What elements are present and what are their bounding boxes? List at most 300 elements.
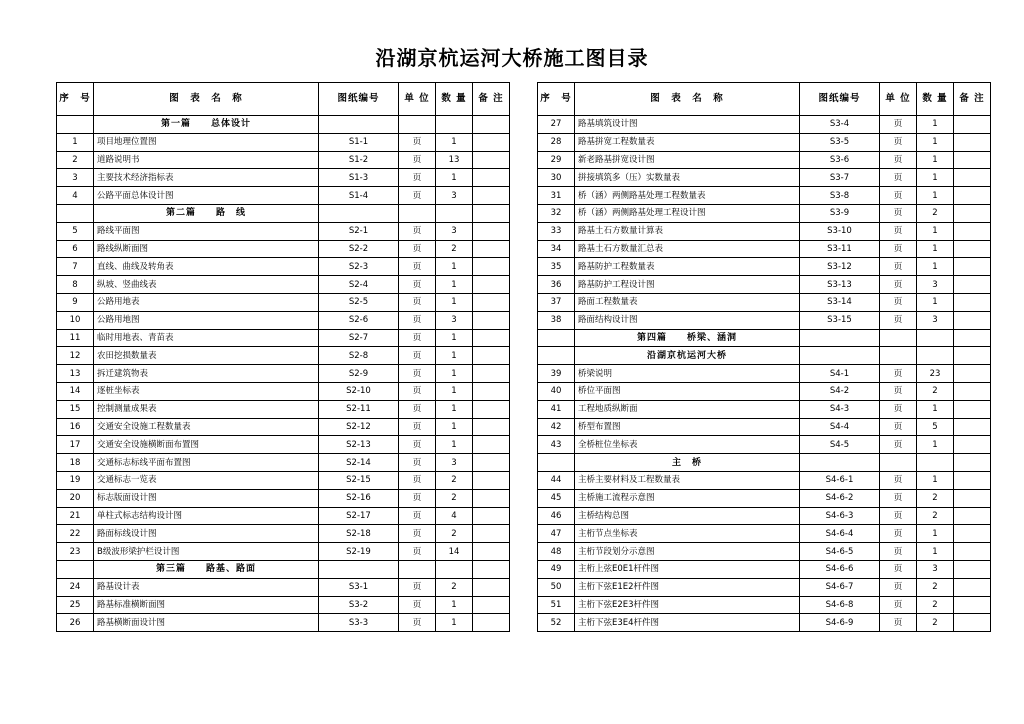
cell-note (954, 133, 991, 151)
header-code: 图纸编号 (800, 83, 880, 116)
cell-code: S2-18 (319, 525, 399, 543)
cell-code: S3-8 (800, 187, 880, 205)
table-row (57, 454, 510, 472)
cell-seq: 45 (538, 489, 575, 507)
cell-unit: 页 (880, 560, 917, 578)
cell-unit: 页 (399, 489, 436, 507)
cell-seq: 51 (538, 596, 575, 614)
section-note-cell (954, 347, 991, 365)
cell-qty: 14 (436, 543, 473, 561)
cell-note (473, 133, 510, 151)
cell-note (473, 258, 510, 276)
table-row (57, 614, 510, 632)
cell-code: S3-5 (800, 133, 880, 151)
cell-seq: 16 (57, 418, 94, 436)
cell-unit: 页 (880, 204, 917, 222)
cell-name: 交通安全设施横断面布置图 (94, 436, 319, 454)
table-row (538, 489, 991, 507)
header-note: 备 注 (473, 83, 510, 116)
table-row (538, 471, 991, 489)
cell-unit: 页 (880, 311, 917, 329)
cell-name: 路面标线设计图 (94, 525, 319, 543)
cell-note (473, 382, 510, 400)
table-header-row (538, 83, 991, 116)
cell-note (954, 489, 991, 507)
table-row (538, 204, 991, 222)
cell-qty: 1 (436, 400, 473, 418)
table-row (57, 258, 510, 276)
cell-unit: 页 (399, 222, 436, 240)
cell-unit: 页 (880, 436, 917, 454)
section-note-cell (473, 204, 510, 222)
header-code: 图纸编号 (319, 83, 399, 116)
cell-note (954, 169, 991, 187)
cell-code: S4-2 (800, 382, 880, 400)
cell-qty: 2 (917, 489, 954, 507)
cell-code: S2-14 (319, 454, 399, 472)
table-row (538, 400, 991, 418)
cell-note (473, 187, 510, 205)
cell-unit: 页 (399, 311, 436, 329)
cell-unit: 页 (880, 489, 917, 507)
cell-unit: 页 (880, 471, 917, 489)
cell-name: 交通标志一览表 (94, 471, 319, 489)
cell-note (473, 596, 510, 614)
cell-note (954, 436, 991, 454)
cell-qty: 13 (436, 151, 473, 169)
table-row (57, 596, 510, 614)
cell-code: S3-14 (800, 293, 880, 311)
cell-code: S3-12 (800, 258, 880, 276)
cell-name: 标志版面设计图 (94, 489, 319, 507)
table-row (538, 133, 991, 151)
cell-seq: 38 (538, 311, 575, 329)
cell-name: 主桥主要材料及工程数量表 (575, 471, 800, 489)
cell-name: 主桁下弦E3E4杆件图 (575, 614, 800, 632)
cell-qty: 1 (436, 293, 473, 311)
cell-code: S4-6-8 (800, 596, 880, 614)
cell-qty: 3 (917, 560, 954, 578)
cell-note (954, 507, 991, 525)
cell-note (954, 400, 991, 418)
cell-qty: 1 (917, 240, 954, 258)
table-row (538, 311, 991, 329)
section-qty-cell (436, 204, 473, 222)
cell-name: 直线、曲线及转角表 (94, 258, 319, 276)
cell-code: S3-15 (800, 311, 880, 329)
cell-qty: 1 (917, 222, 954, 240)
cell-seq: 24 (57, 578, 94, 596)
cell-name: 道路说明书 (94, 151, 319, 169)
cell-unit: 页 (880, 187, 917, 205)
cell-qty: 4 (436, 507, 473, 525)
cell-unit: 页 (399, 578, 436, 596)
cell-code: S2-3 (319, 258, 399, 276)
table-row (57, 222, 510, 240)
cell-note (473, 578, 510, 596)
section-qty-cell (917, 347, 954, 365)
cell-unit: 页 (880, 151, 917, 169)
table-row (538, 276, 991, 294)
header-unit: 单 位 (399, 83, 436, 116)
cell-code: S2-10 (319, 382, 399, 400)
cell-code: S4-6-7 (800, 578, 880, 596)
cell-seq: 26 (57, 614, 94, 632)
cell-seq: 32 (538, 204, 575, 222)
cell-unit: 页 (399, 151, 436, 169)
cell-seq: 25 (57, 596, 94, 614)
cell-code: S1-1 (319, 133, 399, 151)
cell-code: S3-11 (800, 240, 880, 258)
table-row (57, 187, 510, 205)
cell-code: S2-4 (319, 276, 399, 294)
cell-qty: 2 (436, 578, 473, 596)
cell-seq: 6 (57, 240, 94, 258)
cell-seq: 20 (57, 489, 94, 507)
cell-code: S4-5 (800, 436, 880, 454)
cell-note (473, 365, 510, 383)
table-header-row (57, 83, 510, 116)
section-row (538, 347, 991, 365)
cell-note (954, 471, 991, 489)
cell-qty: 3 (436, 187, 473, 205)
cell-name: B级波形梁护栏设计图 (94, 543, 319, 561)
cell-name: 公路平面总体设计图 (94, 187, 319, 205)
cell-seq: 49 (538, 560, 575, 578)
section-unit-cell (399, 116, 436, 134)
cell-code: S4-6-3 (800, 507, 880, 525)
cell-name: 主桁下弦E2E3杆件图 (575, 596, 800, 614)
section-code-cell (800, 329, 880, 347)
cell-name: 控制测量成果表 (94, 400, 319, 418)
cell-seq: 17 (57, 436, 94, 454)
cell-unit: 页 (399, 507, 436, 525)
header-seq: 序 号 (57, 83, 94, 116)
cell-unit: 页 (399, 418, 436, 436)
section-unit-cell (880, 329, 917, 347)
table-row (538, 507, 991, 525)
section-seq-cell (57, 204, 94, 222)
cell-seq: 34 (538, 240, 575, 258)
cell-note (473, 471, 510, 489)
cell-qty: 1 (436, 276, 473, 294)
table-row (57, 293, 510, 311)
cell-unit: 页 (399, 382, 436, 400)
cell-qty: 1 (917, 471, 954, 489)
cell-name: 桥梁说明 (575, 365, 800, 383)
cell-qty: 1 (436, 596, 473, 614)
cell-note (473, 311, 510, 329)
cell-code: S1-4 (319, 187, 399, 205)
cell-unit: 页 (399, 133, 436, 151)
table-row (538, 578, 991, 596)
cell-code: S2-19 (319, 543, 399, 561)
cell-seq: 11 (57, 329, 94, 347)
cell-qty: 1 (917, 187, 954, 205)
cell-name: 桥型布置图 (575, 418, 800, 436)
cell-qty: 1 (436, 418, 473, 436)
section-unit-cell (399, 560, 436, 578)
cell-unit: 页 (399, 240, 436, 258)
table-row (57, 240, 510, 258)
cell-unit: 页 (880, 169, 917, 187)
cell-unit: 页 (399, 329, 436, 347)
table-row (538, 365, 991, 383)
table-row (57, 133, 510, 151)
cell-name: 桥（涵）两侧路基处理工程设计图 (575, 204, 800, 222)
table-row (538, 543, 991, 561)
drawing-index-table-right (537, 82, 991, 632)
section-unit-cell (880, 347, 917, 365)
cell-qty: 1 (917, 400, 954, 418)
cell-qty: 2 (436, 525, 473, 543)
cell-code: S4-6-2 (800, 489, 880, 507)
cell-seq: 43 (538, 436, 575, 454)
table-row (57, 418, 510, 436)
cell-unit: 页 (399, 187, 436, 205)
section-title: 第三篇 路基、路面 (94, 560, 319, 578)
cell-seq: 2 (57, 151, 94, 169)
cell-note (954, 204, 991, 222)
table-row (538, 525, 991, 543)
cell-qty: 2 (436, 240, 473, 258)
table-row (57, 507, 510, 525)
section-qty-cell (917, 454, 954, 472)
cell-name: 路基设计表 (94, 578, 319, 596)
page-title: 沿湖京杭运河大桥施工图目录 (375, 46, 649, 70)
cell-code: S3-3 (319, 614, 399, 632)
cell-note (954, 116, 991, 134)
cell-unit: 页 (880, 276, 917, 294)
cell-name: 主桁节段划分示意图 (575, 543, 800, 561)
cell-seq: 48 (538, 543, 575, 561)
cell-code: S3-13 (800, 276, 880, 294)
cell-seq: 37 (538, 293, 575, 311)
cell-name: 公路用地图 (94, 311, 319, 329)
cell-unit: 页 (399, 347, 436, 365)
cell-note (954, 382, 991, 400)
cell-seq: 28 (538, 133, 575, 151)
section-code-cell (319, 204, 399, 222)
cell-qty: 1 (917, 293, 954, 311)
cell-seq: 13 (57, 365, 94, 383)
cell-unit: 页 (399, 400, 436, 418)
cell-unit: 页 (880, 418, 917, 436)
cell-note (473, 543, 510, 561)
cell-note (473, 507, 510, 525)
table-row (57, 489, 510, 507)
cell-unit: 页 (399, 293, 436, 311)
header-name: 图 表 名 称 (575, 83, 800, 116)
cell-qty: 1 (917, 116, 954, 134)
cell-qty: 1 (917, 151, 954, 169)
table-row (57, 151, 510, 169)
cell-code: S3-6 (800, 151, 880, 169)
cell-unit: 页 (399, 471, 436, 489)
cell-unit: 页 (399, 169, 436, 187)
cell-note (954, 543, 991, 561)
section-title: 第四篇 桥梁、涵洞 (575, 329, 800, 347)
cell-note (954, 560, 991, 578)
cell-seq: 40 (538, 382, 575, 400)
cell-note (473, 347, 510, 365)
table-row (57, 471, 510, 489)
cell-name: 单柱式标志结构设计图 (94, 507, 319, 525)
section-unit-cell (880, 454, 917, 472)
cell-qty: 2 (436, 489, 473, 507)
cell-code: S4-6-6 (800, 560, 880, 578)
table-row (538, 614, 991, 632)
cell-code: S1-3 (319, 169, 399, 187)
cell-name: 路基填筑设计图 (575, 116, 800, 134)
cell-qty: 3 (917, 311, 954, 329)
cell-note (954, 311, 991, 329)
cell-code: S3-10 (800, 222, 880, 240)
cell-unit: 页 (399, 258, 436, 276)
cell-name: 工程地质纵断面 (575, 400, 800, 418)
section-unit-cell (399, 204, 436, 222)
cell-qty: 1 (917, 525, 954, 543)
cell-code: S2-11 (319, 400, 399, 418)
cell-code: S2-16 (319, 489, 399, 507)
cell-note (954, 276, 991, 294)
header-seq: 序 号 (538, 83, 575, 116)
cell-seq: 35 (538, 258, 575, 276)
cell-name: 路线纵断面图 (94, 240, 319, 258)
cell-qty: 2 (917, 507, 954, 525)
cell-qty: 1 (917, 169, 954, 187)
table-row (538, 222, 991, 240)
section-note-cell (954, 329, 991, 347)
cell-code: S2-6 (319, 311, 399, 329)
cell-note (473, 222, 510, 240)
cell-qty: 1 (917, 133, 954, 151)
table-row (57, 382, 510, 400)
cell-code: S2-13 (319, 436, 399, 454)
cell-qty: 1 (436, 169, 473, 187)
section-seq-cell (538, 347, 575, 365)
section-title: 第一篇 总体设计 (94, 116, 319, 134)
cell-seq: 8 (57, 276, 94, 294)
table-row (538, 169, 991, 187)
cell-seq: 14 (57, 382, 94, 400)
section-title: 沿湖京杭运河大桥 (575, 347, 800, 365)
cell-name: 交通标志标线平面布置图 (94, 454, 319, 472)
cell-qty: 2 (917, 382, 954, 400)
cell-code: S4-6-9 (800, 614, 880, 632)
cell-seq: 41 (538, 400, 575, 418)
drawing-index-table-left (56, 82, 510, 632)
cell-unit: 页 (880, 133, 917, 151)
cell-code: S2-7 (319, 329, 399, 347)
cell-note (473, 454, 510, 472)
section-note-cell (473, 116, 510, 134)
cell-seq: 36 (538, 276, 575, 294)
table-row (57, 276, 510, 294)
cell-name: 主桁下弦E1E2杆件图 (575, 578, 800, 596)
table-row (57, 169, 510, 187)
cell-seq: 31 (538, 187, 575, 205)
cell-name: 临时用地表、青苗表 (94, 329, 319, 347)
cell-seq: 30 (538, 169, 575, 187)
cell-note (473, 436, 510, 454)
cell-unit: 页 (880, 525, 917, 543)
section-note-cell (954, 454, 991, 472)
table-row (57, 543, 510, 561)
section-seq-cell (57, 560, 94, 578)
cell-seq: 47 (538, 525, 575, 543)
cell-note (473, 240, 510, 258)
cell-name: 主桥施工流程示意图 (575, 489, 800, 507)
cell-code: S3-2 (319, 596, 399, 614)
cell-note (473, 489, 510, 507)
cell-qty: 1 (436, 258, 473, 276)
cell-note (473, 293, 510, 311)
cell-unit: 页 (880, 507, 917, 525)
cell-seq: 3 (57, 169, 94, 187)
cell-qty: 1 (436, 329, 473, 347)
cell-note (473, 418, 510, 436)
cell-seq: 15 (57, 400, 94, 418)
cell-qty: 3 (436, 454, 473, 472)
cell-name: 路线平面图 (94, 222, 319, 240)
cell-code: S4-3 (800, 400, 880, 418)
section-row (57, 560, 510, 578)
cell-code: S2-9 (319, 365, 399, 383)
cell-qty: 1 (436, 436, 473, 454)
cell-name: 路基横断面设计图 (94, 614, 319, 632)
cell-code: S4-6-5 (800, 543, 880, 561)
cell-seq: 50 (538, 578, 575, 596)
cell-name: 主桁节点坐标表 (575, 525, 800, 543)
cell-seq: 19 (57, 471, 94, 489)
section-code-cell (800, 454, 880, 472)
cell-note (954, 365, 991, 383)
table-row (57, 329, 510, 347)
cell-qty: 1 (436, 347, 473, 365)
section-seq-cell (57, 116, 94, 134)
cell-qty: 1 (917, 258, 954, 276)
cell-unit: 页 (399, 525, 436, 543)
header-qty: 数 量 (917, 83, 954, 116)
cell-note (954, 614, 991, 632)
cell-name: 项目地理位置图 (94, 133, 319, 151)
cell-code: S2-2 (319, 240, 399, 258)
section-row (57, 116, 510, 134)
cell-qty: 23 (917, 365, 954, 383)
cell-note (954, 187, 991, 205)
cell-seq: 42 (538, 418, 575, 436)
header-name: 图 表 名 称 (94, 83, 319, 116)
cell-unit: 页 (880, 293, 917, 311)
table-row (57, 525, 510, 543)
cell-qty: 3 (917, 276, 954, 294)
cell-note (473, 614, 510, 632)
table-row (538, 436, 991, 454)
cell-unit: 页 (880, 365, 917, 383)
cell-name: 路基防护工程数量表 (575, 258, 800, 276)
cell-qty: 1 (436, 382, 473, 400)
cell-qty: 1 (436, 365, 473, 383)
table-row (538, 240, 991, 258)
cell-unit: 页 (399, 543, 436, 561)
cell-name: 逐桩坐标表 (94, 382, 319, 400)
cell-note (954, 151, 991, 169)
table-row (57, 311, 510, 329)
cell-unit: 页 (880, 116, 917, 134)
cell-name: 路基土石方数量汇总表 (575, 240, 800, 258)
cell-seq: 46 (538, 507, 575, 525)
